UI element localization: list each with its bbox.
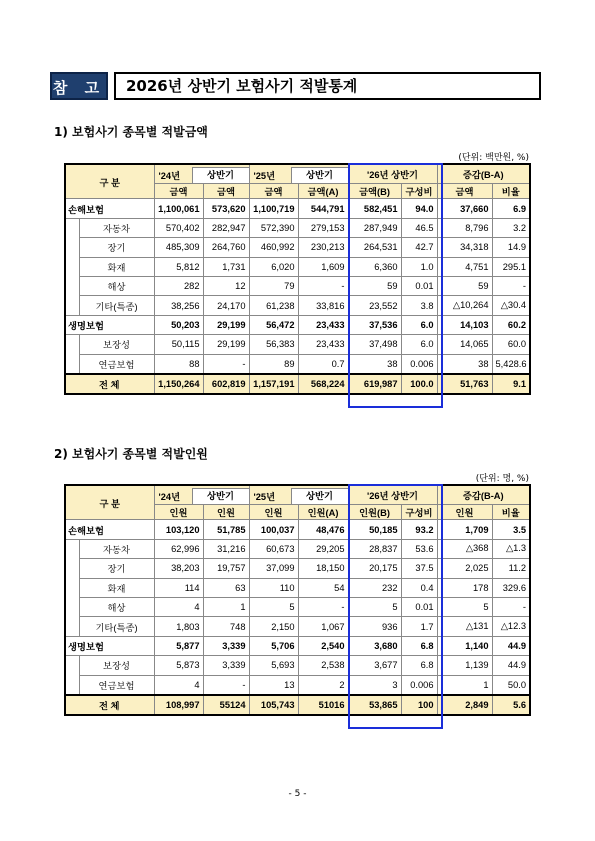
value-cell: 5 bbox=[437, 597, 492, 616]
report-title-bar bbox=[50, 72, 541, 100]
table-row bbox=[65, 276, 530, 295]
col-head: 금액(A) bbox=[298, 184, 348, 199]
row-label: 연금보험 bbox=[79, 675, 154, 695]
count-table bbox=[64, 484, 531, 716]
value-cell: 62,996 bbox=[154, 539, 203, 558]
value-cell: 37,099 bbox=[249, 559, 298, 578]
row-label: 장기 bbox=[79, 559, 154, 578]
value-cell: △10,264 bbox=[437, 296, 492, 315]
value-cell: 1,803 bbox=[154, 617, 203, 636]
value-cell: 38 bbox=[348, 354, 401, 374]
value-cell: 51016 bbox=[298, 695, 348, 715]
value-cell: 0.01 bbox=[401, 597, 437, 616]
value-cell: 3,339 bbox=[203, 656, 249, 675]
value-cell: 23,552 bbox=[348, 296, 401, 315]
value-cell: 48,476 bbox=[298, 520, 348, 539]
value-cell: 1,067 bbox=[298, 617, 348, 636]
value-cell: 100,037 bbox=[249, 520, 298, 539]
value-cell: 264,760 bbox=[203, 238, 249, 257]
value-cell: 56,383 bbox=[249, 335, 298, 354]
table-row bbox=[65, 539, 530, 558]
value-cell: 6.8 bbox=[401, 636, 437, 655]
value-cell: 60.2 bbox=[492, 315, 530, 334]
value-cell: 38 bbox=[437, 354, 492, 374]
value-cell: 23,433 bbox=[298, 335, 348, 354]
header-change: 증감(B-A) bbox=[437, 164, 530, 184]
value-cell: 295.1 bbox=[492, 257, 530, 276]
header-2024: '24년 상반기 bbox=[154, 485, 249, 505]
value-cell: 33,816 bbox=[298, 296, 348, 315]
col-head: 금액 bbox=[249, 184, 298, 199]
table-row bbox=[65, 617, 530, 636]
value-cell: 282 bbox=[154, 276, 203, 295]
header-change: 증감(B-A) bbox=[437, 485, 530, 505]
value-cell: 94.0 bbox=[401, 199, 437, 218]
value-cell: 2,538 bbox=[298, 656, 348, 675]
col-head: 인원(B) bbox=[348, 505, 401, 520]
value-cell: 1,139 bbox=[437, 656, 492, 675]
value-cell: 5.6 bbox=[492, 695, 530, 715]
indent-cell bbox=[65, 276, 79, 295]
value-cell: 3.2 bbox=[492, 218, 530, 237]
value-cell: 287,949 bbox=[348, 218, 401, 237]
value-cell: 60.0 bbox=[492, 335, 530, 354]
value-cell: - bbox=[203, 675, 249, 695]
value-cell: 5,693 bbox=[249, 656, 298, 675]
value-cell: 279,153 bbox=[298, 218, 348, 237]
value-cell: 31,216 bbox=[203, 539, 249, 558]
col-head: 금액 bbox=[203, 184, 249, 199]
table-row bbox=[65, 218, 530, 237]
value-cell: 55124 bbox=[203, 695, 249, 715]
row-label: 기타(특종) bbox=[79, 296, 154, 315]
value-cell: 2,540 bbox=[298, 636, 348, 655]
row-label: 화재 bbox=[79, 578, 154, 597]
value-cell: 460,992 bbox=[249, 238, 298, 257]
value-cell: 570,402 bbox=[154, 218, 203, 237]
value-cell: 544,791 bbox=[298, 199, 348, 218]
value-cell: - bbox=[492, 276, 530, 295]
value-cell: 0.7 bbox=[298, 354, 348, 374]
value-cell: 2,150 bbox=[249, 617, 298, 636]
value-cell: 59 bbox=[348, 276, 401, 295]
row-label: 자동차 bbox=[79, 539, 154, 558]
value-cell: 619,987 bbox=[348, 374, 401, 394]
col-head: 인원 bbox=[249, 505, 298, 520]
amount-table bbox=[64, 163, 531, 395]
value-cell: 3,680 bbox=[348, 636, 401, 655]
row-label: 자동차 bbox=[79, 218, 154, 237]
indent-cell bbox=[65, 675, 79, 695]
value-cell: 1.0 bbox=[401, 257, 437, 276]
value-cell: 2,849 bbox=[437, 695, 492, 715]
col-head: 인원 bbox=[154, 505, 203, 520]
report-title: 2026년 상반기 보험사기 적발통계 bbox=[114, 72, 541, 100]
row-label: 손해보험 bbox=[65, 199, 154, 218]
col-head: 구성비 bbox=[401, 505, 437, 520]
value-cell: 3.5 bbox=[492, 520, 530, 539]
value-cell: 6.9 bbox=[492, 199, 530, 218]
value-cell: 5,873 bbox=[154, 656, 203, 675]
table-row bbox=[65, 374, 530, 394]
value-cell: 602,819 bbox=[203, 374, 249, 394]
value-cell: 93.2 bbox=[401, 520, 437, 539]
value-cell: 6.0 bbox=[401, 335, 437, 354]
value-cell: 8,796 bbox=[437, 218, 492, 237]
value-cell: 1,731 bbox=[203, 257, 249, 276]
value-cell: 6,360 bbox=[348, 257, 401, 276]
value-cell: 59 bbox=[437, 276, 492, 295]
value-cell: 0.006 bbox=[401, 675, 437, 695]
value-cell: 5,706 bbox=[249, 636, 298, 655]
value-cell: 108,997 bbox=[154, 695, 203, 715]
value-cell: 232 bbox=[348, 578, 401, 597]
value-cell: 5,812 bbox=[154, 257, 203, 276]
table-row bbox=[65, 656, 530, 675]
col-head: 금액(B) bbox=[348, 184, 401, 199]
table-row bbox=[65, 520, 530, 539]
table-row bbox=[65, 238, 530, 257]
row-label: 연금보험 bbox=[79, 354, 154, 374]
value-cell: 79 bbox=[249, 276, 298, 295]
value-cell: - bbox=[203, 354, 249, 374]
header-2024: '24년 상반기 bbox=[154, 164, 249, 184]
value-cell: 9.1 bbox=[492, 374, 530, 394]
value-cell: △368 bbox=[437, 539, 492, 558]
indent-cell bbox=[65, 335, 79, 354]
value-cell: 38,256 bbox=[154, 296, 203, 315]
col-head: 금액 bbox=[437, 184, 492, 199]
table-row bbox=[65, 257, 530, 276]
header-gubun: 구 분 bbox=[65, 485, 154, 520]
value-cell: - bbox=[298, 597, 348, 616]
value-cell: 6.8 bbox=[401, 656, 437, 675]
value-cell: 4 bbox=[154, 675, 203, 695]
table-row bbox=[65, 675, 530, 695]
value-cell: 53,865 bbox=[348, 695, 401, 715]
value-cell: 37,498 bbox=[348, 335, 401, 354]
value-cell: 37.5 bbox=[401, 559, 437, 578]
value-cell: 282,947 bbox=[203, 218, 249, 237]
value-cell: 1 bbox=[437, 675, 492, 695]
row-label: 생명보험 bbox=[65, 315, 154, 334]
value-cell: 18,150 bbox=[298, 559, 348, 578]
table-row bbox=[65, 578, 530, 597]
header-gubun: 구 분 bbox=[65, 164, 154, 199]
value-cell: 6,020 bbox=[249, 257, 298, 276]
value-cell: 63 bbox=[203, 578, 249, 597]
value-cell: 485,309 bbox=[154, 238, 203, 257]
value-cell: 0.01 bbox=[401, 276, 437, 295]
value-cell: 51,785 bbox=[203, 520, 249, 539]
value-cell: 2 bbox=[298, 675, 348, 695]
value-cell: 11.2 bbox=[492, 559, 530, 578]
value-cell: 14,065 bbox=[437, 335, 492, 354]
value-cell: 1 bbox=[203, 597, 249, 616]
value-cell: - bbox=[298, 276, 348, 295]
value-cell: 14.9 bbox=[492, 238, 530, 257]
indent-cell bbox=[65, 539, 79, 558]
page-number: - 5 - bbox=[288, 789, 307, 799]
value-cell: 37,660 bbox=[437, 199, 492, 218]
value-cell: 100 bbox=[401, 695, 437, 715]
value-cell: 23,433 bbox=[298, 315, 348, 334]
value-cell: △131 bbox=[437, 617, 492, 636]
row-label: 보장성 bbox=[79, 335, 154, 354]
value-cell: 1,140 bbox=[437, 636, 492, 655]
header-2026: '26년 상반기 bbox=[348, 485, 437, 505]
table-row bbox=[65, 636, 530, 655]
value-cell: 100.0 bbox=[401, 374, 437, 394]
table-row bbox=[65, 199, 530, 218]
value-cell: 50.0 bbox=[492, 675, 530, 695]
value-cell: 56,472 bbox=[249, 315, 298, 334]
row-label: 장기 bbox=[79, 238, 154, 257]
value-cell: 582,451 bbox=[348, 199, 401, 218]
value-cell: 3.8 bbox=[401, 296, 437, 315]
header-2025: '25년 상반기 bbox=[249, 164, 348, 184]
table-row bbox=[65, 559, 530, 578]
value-cell: 3 bbox=[348, 675, 401, 695]
indent-cell bbox=[65, 559, 79, 578]
row-label: 전 체 bbox=[65, 695, 154, 715]
header-2025: '25년 상반기 bbox=[249, 485, 348, 505]
value-cell: - bbox=[492, 597, 530, 616]
value-cell: 1,609 bbox=[298, 257, 348, 276]
section1-unit: (단위: 백만원, %) bbox=[458, 153, 529, 163]
col-head: 금액 bbox=[154, 184, 203, 199]
value-cell: △1.3 bbox=[492, 539, 530, 558]
value-cell: 29,199 bbox=[203, 315, 249, 334]
col-head: 구성비 bbox=[401, 184, 437, 199]
value-cell: 1,100,719 bbox=[249, 199, 298, 218]
value-cell: 572,390 bbox=[249, 218, 298, 237]
value-cell: 29,205 bbox=[298, 539, 348, 558]
value-cell: 103,120 bbox=[154, 520, 203, 539]
value-cell: 20,175 bbox=[348, 559, 401, 578]
value-cell: 28,837 bbox=[348, 539, 401, 558]
value-cell: 29,199 bbox=[203, 335, 249, 354]
indent-cell bbox=[65, 578, 79, 597]
value-cell: 14,103 bbox=[437, 315, 492, 334]
value-cell: 1,100,061 bbox=[154, 199, 203, 218]
value-cell: 50,185 bbox=[348, 520, 401, 539]
value-cell: 89 bbox=[249, 354, 298, 374]
row-label: 화재 bbox=[79, 257, 154, 276]
row-label: 생명보험 bbox=[65, 636, 154, 655]
value-cell: 34,318 bbox=[437, 238, 492, 257]
value-cell: △12.3 bbox=[492, 617, 530, 636]
header-2026: '26년 상반기 bbox=[348, 164, 437, 184]
value-cell: 53.6 bbox=[401, 539, 437, 558]
col-head: 비율 bbox=[492, 505, 530, 520]
value-cell: 44.9 bbox=[492, 636, 530, 655]
indent-cell bbox=[65, 354, 79, 374]
section2-unit: (단위: 명, %) bbox=[475, 474, 529, 484]
value-cell: 178 bbox=[437, 578, 492, 597]
value-cell: 5 bbox=[348, 597, 401, 616]
value-cell: 13 bbox=[249, 675, 298, 695]
value-cell: 114 bbox=[154, 578, 203, 597]
value-cell: 1,157,191 bbox=[249, 374, 298, 394]
value-cell: 19,757 bbox=[203, 559, 249, 578]
value-cell: 6.0 bbox=[401, 315, 437, 334]
value-cell: 46.5 bbox=[401, 218, 437, 237]
value-cell: 5,428.6 bbox=[492, 354, 530, 374]
indent-cell bbox=[65, 656, 79, 675]
row-label: 손해보험 bbox=[65, 520, 154, 539]
row-label: 해상 bbox=[79, 276, 154, 295]
table-row bbox=[65, 335, 530, 354]
col-head: 비율 bbox=[492, 184, 530, 199]
row-label: 전 체 bbox=[65, 374, 154, 394]
section1-title: 1) 보험사기 종목별 적발금액 bbox=[54, 125, 208, 139]
value-cell: 61,238 bbox=[249, 296, 298, 315]
table-row bbox=[65, 296, 530, 315]
value-cell: 50,203 bbox=[154, 315, 203, 334]
value-cell: 38,203 bbox=[154, 559, 203, 578]
value-cell: 110 bbox=[249, 578, 298, 597]
value-cell: 5 bbox=[249, 597, 298, 616]
value-cell: 573,620 bbox=[203, 199, 249, 218]
col-head: 인원(A) bbox=[298, 505, 348, 520]
value-cell: 3,677 bbox=[348, 656, 401, 675]
col-head: 인원 bbox=[203, 505, 249, 520]
value-cell: 5,877 bbox=[154, 636, 203, 655]
value-cell: 51,763 bbox=[437, 374, 492, 394]
indent-cell bbox=[65, 238, 79, 257]
table-row bbox=[65, 597, 530, 616]
value-cell: △30.4 bbox=[492, 296, 530, 315]
table-row bbox=[65, 695, 530, 715]
value-cell: 1,150,264 bbox=[154, 374, 203, 394]
row-label: 해상 bbox=[79, 597, 154, 616]
row-label: 기타(특종) bbox=[79, 617, 154, 636]
value-cell: 264,531 bbox=[348, 238, 401, 257]
table-row bbox=[65, 354, 530, 374]
value-cell: 1.7 bbox=[401, 617, 437, 636]
value-cell: 0.006 bbox=[401, 354, 437, 374]
section2-title: 2) 보험사기 종목별 적발인원 bbox=[54, 447, 208, 461]
value-cell: 12 bbox=[203, 276, 249, 295]
value-cell: 4 bbox=[154, 597, 203, 616]
value-cell: 748 bbox=[203, 617, 249, 636]
value-cell: 60,673 bbox=[249, 539, 298, 558]
value-cell: 88 bbox=[154, 354, 203, 374]
value-cell: 44.9 bbox=[492, 656, 530, 675]
value-cell: 37,536 bbox=[348, 315, 401, 334]
indent-cell bbox=[65, 296, 79, 315]
value-cell: 3,339 bbox=[203, 636, 249, 655]
indent-cell bbox=[65, 597, 79, 616]
value-cell: 54 bbox=[298, 578, 348, 597]
value-cell: 329.6 bbox=[492, 578, 530, 597]
value-cell: 42.7 bbox=[401, 238, 437, 257]
indent-cell bbox=[65, 257, 79, 276]
row-label: 보장성 bbox=[79, 656, 154, 675]
indent-cell bbox=[65, 617, 79, 636]
indent-cell bbox=[65, 218, 79, 237]
value-cell: 936 bbox=[348, 617, 401, 636]
value-cell: 230,213 bbox=[298, 238, 348, 257]
value-cell: 2,025 bbox=[437, 559, 492, 578]
value-cell: 1,709 bbox=[437, 520, 492, 539]
table-row bbox=[65, 315, 530, 334]
col-head: 인원 bbox=[437, 505, 492, 520]
value-cell: 105,743 bbox=[249, 695, 298, 715]
value-cell: 50,115 bbox=[154, 335, 203, 354]
value-cell: 568,224 bbox=[298, 374, 348, 394]
value-cell: 4,751 bbox=[437, 257, 492, 276]
value-cell: 24,170 bbox=[203, 296, 249, 315]
reference-tag: 참 고 bbox=[50, 72, 108, 100]
value-cell: 0.4 bbox=[401, 578, 437, 597]
